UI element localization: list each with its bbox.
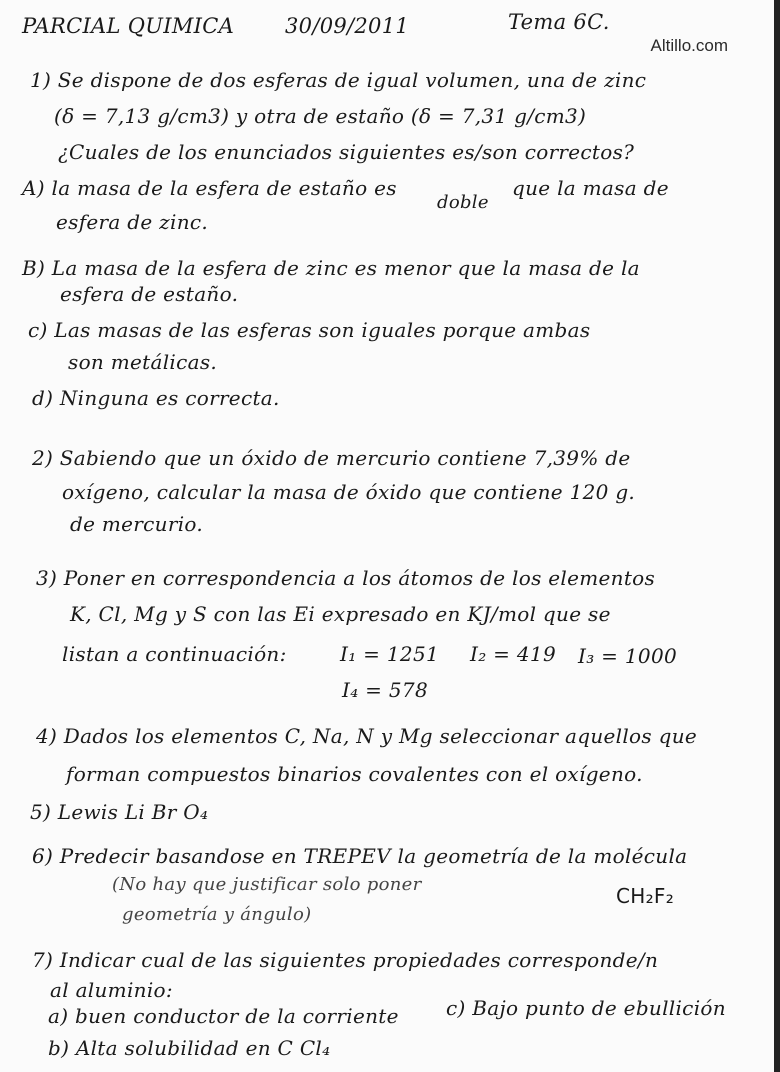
q1-option-d: d) Ninguna es correcta.: [32, 386, 280, 410]
q1-option-a-cont: que la masa de: [512, 176, 669, 200]
q2-line-2: oxígeno, calcular la masa de óxido que contiene 120 g.: [62, 480, 636, 504]
watermark: Altillo.com: [650, 36, 728, 55]
exam-tema: Tema 6C.: [508, 10, 610, 34]
q1-option-c: c) Las masas de las esferas son iguales porque ambas: [28, 318, 591, 342]
q6-note-1: (No hay que justificar solo poner: [112, 874, 422, 895]
exam-date: 30/09/2011: [285, 14, 410, 38]
q4-line-2: forman compuestos binarios covalentes con el oxígeno.: [66, 762, 643, 786]
q3-line-1: 3) Poner en correspondencia a los átomos de los elementos: [36, 566, 656, 590]
q3-energy-3: I₃ = 1000: [578, 644, 677, 668]
q1-option-a: A) la masa de la esfera de estaño es: [22, 176, 397, 200]
q3-line-3: listan a continuación:: [62, 642, 287, 666]
q7-line-2: al aluminio:: [50, 978, 173, 1002]
q7-option-c: c) Bajo punto de ebullición: [446, 996, 726, 1020]
q6-formula: CH₂F₂: [616, 884, 675, 908]
q1-option-c-line-2: son metálicas.: [68, 350, 218, 374]
q1-option-a-line-2: esfera de zinc.: [56, 210, 209, 234]
q3-energy-1: I₁ = 1251: [340, 642, 439, 666]
q1-option-b: B) La masa de la esfera de zinc es menor que la masa de la: [22, 256, 640, 280]
q1-line-3: ¿Cuales de los enunciados siguientes es/son correctos?: [58, 140, 635, 164]
q1-line-2: (δ = 7,13 g/cm3) y otra de estaño (δ = 7,31 g/cm3): [54, 104, 587, 128]
q7-line-1: 7) Indicar cual de las siguientes propiedades corresponde/n: [32, 948, 659, 972]
q6-line-1: 6) Predecir basandose en TREPEV la geometría de la molécula: [32, 844, 688, 868]
q1-option-b-line-2: esfera de estaño.: [60, 282, 239, 306]
q3-energy-4: I₄ = 578: [342, 678, 428, 702]
q2-line-1: 2) Sabiendo que un óxido de mercurio contiene 7,39% de: [32, 446, 631, 470]
q3-energy-2: I₂ = 419: [470, 642, 556, 666]
q1-line-1: 1) Se dispone de dos esferas de igual volumen, una de zinc: [30, 68, 647, 92]
q5-line-1: 5) Lewis Li Br O₄: [30, 800, 209, 824]
q2-line-3: de mercurio.: [70, 512, 204, 536]
page-edge: [774, 0, 780, 1072]
q6-note-2: geometría y ángulo): [122, 904, 312, 925]
exam-title: PARCIAL QUIMICA: [22, 14, 235, 38]
q7-option-b: b) Alta solubilidad en C Cl₄: [48, 1036, 331, 1060]
q3-line-2: K, Cl, Mg y S con las Ei expresado en KJ/mol que se: [70, 602, 611, 626]
q1-option-a-word: doble: [437, 192, 489, 213]
q4-line-1: 4) Dados los elementos C, Na, N y Mg seleccionar aquellos que: [36, 724, 698, 748]
q7-option-a: a) buen conductor de la corriente: [48, 1004, 399, 1028]
